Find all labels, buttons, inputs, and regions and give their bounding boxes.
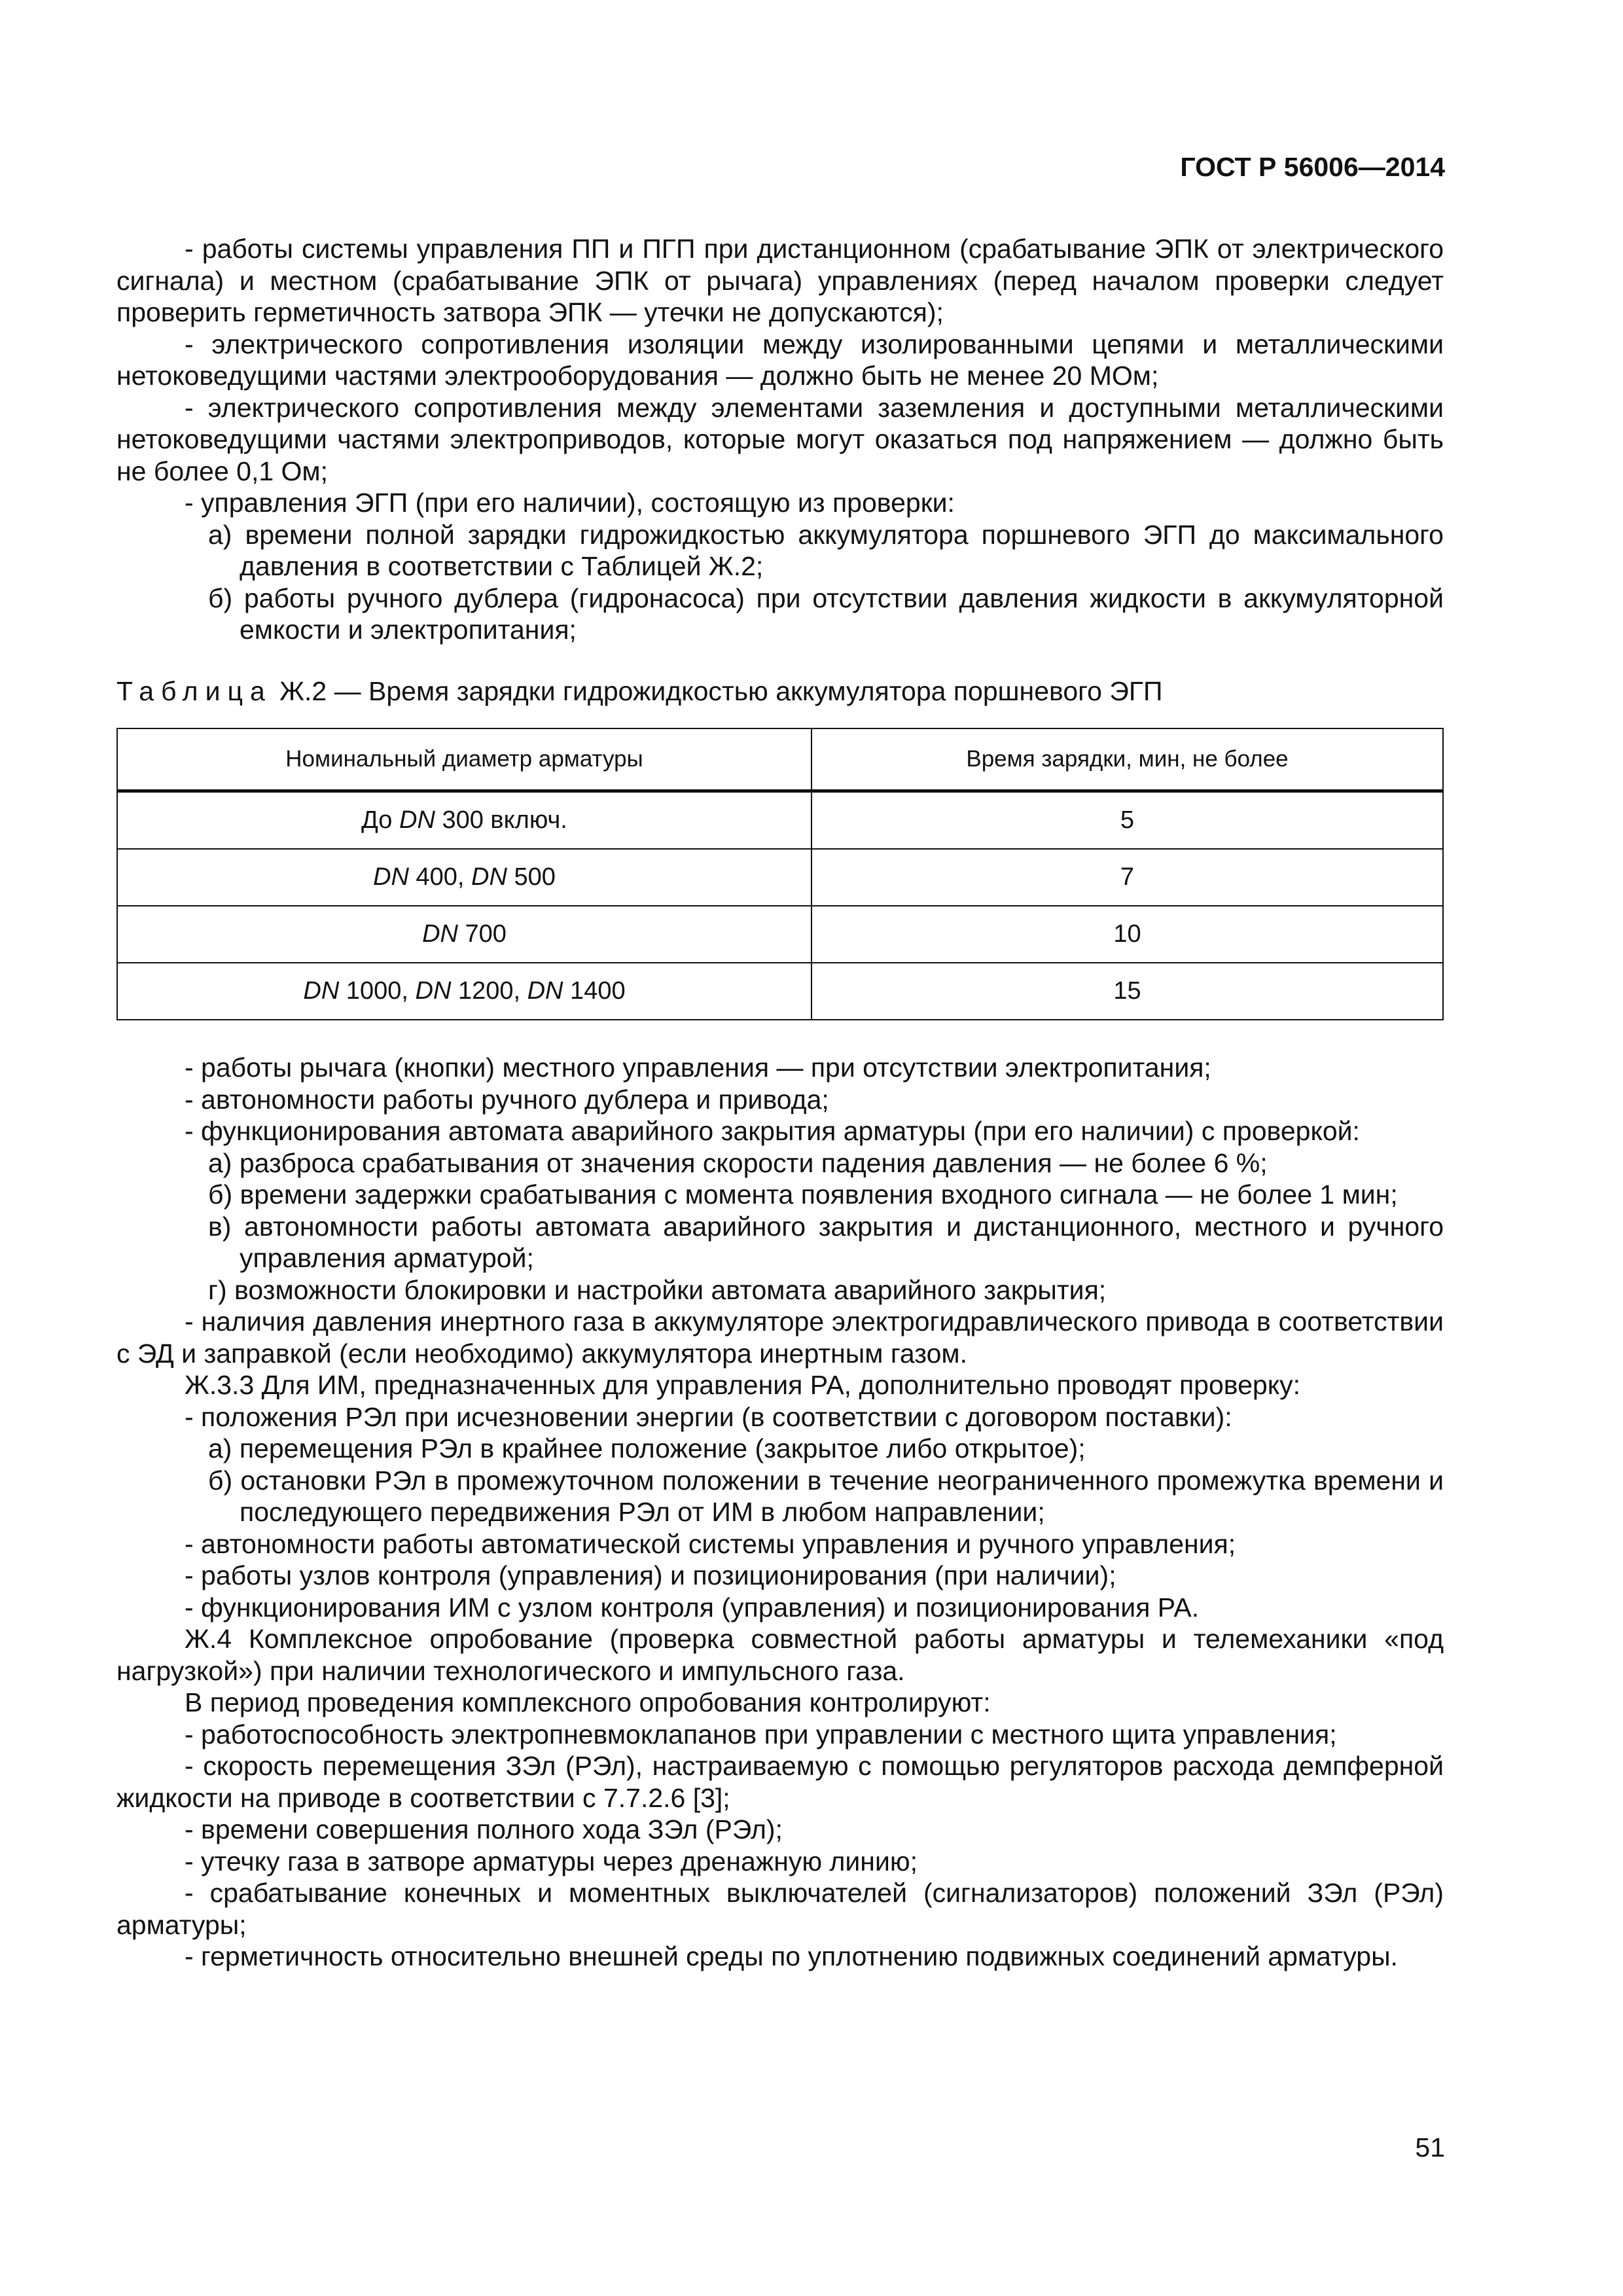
paragraph: - управления ЭГП (при его наличии), состоящую из проверки: bbox=[185, 488, 955, 518]
text-block-top bbox=[116, 233, 1444, 646]
paragraph: - работы системы управления ПП и ПГП при дистанционном (срабатывание ЭПК от электрического сигнала) и местном (срабатывание ЭПК от рычага) управлениях (перед началом проверки следует проверить герметичность затвора ЭПК — утечки не допускаются); bbox=[116, 234, 1444, 327]
sub-item: г) возможности блокировки и настройки автомата аварийного закрытия; bbox=[208, 1274, 1107, 1305]
paragraph: - герметичность относительно внешней среды по уплотнению подвижных соединений арматуры. bbox=[185, 1941, 1398, 1971]
page-number: 51 bbox=[1415, 2132, 1445, 2162]
table-row bbox=[117, 906, 1443, 963]
paragraph: - срабатывание конечных и моментных выключателей (сигнализаторов) положений ЗЭл (РЭл) арматуры; bbox=[116, 1878, 1444, 1940]
cell-diameter: DN 400, DN 500 bbox=[117, 849, 812, 906]
table-caption bbox=[116, 676, 1163, 707]
header-charging-time: Время зарядки, мин, не более bbox=[812, 728, 1443, 791]
cell-time: 5 bbox=[812, 791, 1443, 850]
cell-time: 15 bbox=[812, 963, 1443, 1020]
paragraph: - работы узлов контроля (управления) и позиционирования (при наличии); bbox=[185, 1560, 1116, 1590]
cell-diameter: DN 700 bbox=[117, 906, 812, 963]
text-block-bottom bbox=[116, 1052, 1444, 1973]
paragraph: - автономности работы автоматической системы управления и ручного управления; bbox=[185, 1528, 1236, 1559]
table-caption-label: Таблица bbox=[116, 676, 272, 706]
paragraph: - электрического сопротивления между элементами заземления и доступными металлическими нетоковедущими частями электроприводов, которые могут оказаться под напряжением — должно быть не более 0,1 Ом; bbox=[116, 392, 1444, 486]
sub-item: а) разброса срабатывания от значения скорости падения давления — не более 6 %; bbox=[208, 1147, 1268, 1178]
paragraph: - работы рычага (кнопки) местного управления — при отсутствии электропитания; bbox=[185, 1052, 1211, 1083]
paragraph: - автономности работы ручного дублера и привода; bbox=[185, 1084, 829, 1115]
document-id-header: ГОСТ Р 56006—2014 bbox=[1180, 152, 1445, 182]
paragraph: - электрического сопротивления изоляции между изолированными цепями и металлическими нетоковедущими частями электрооборудования — должно быть не менее 20 МОм; bbox=[116, 329, 1444, 391]
paragraph: - функционирования автомата аварийного закрытия арматуры (при его наличии) с проверкой: bbox=[185, 1116, 1360, 1146]
clause-paragraph: Ж.4 Комплексное опробование (проверка совместной работы арматуры и телемеханики «под нагрузкой») при наличии технологического и импульсного газа. bbox=[116, 1624, 1444, 1686]
cell-time: 7 bbox=[812, 849, 1443, 906]
sub-item: б) времени задержки срабатывания с момента появления входного сигнала — не более 1 мин; bbox=[208, 1179, 1398, 1210]
table-row bbox=[117, 791, 1443, 850]
charging-time-table bbox=[116, 728, 1444, 1020]
cell-diameter: DN 1000, DN 1200, DN 1400 bbox=[117, 963, 812, 1020]
cell-diameter: До DN 300 включ. bbox=[117, 791, 812, 850]
sub-item: в) автономности работы автомата аварийного закрытия и дистанционного, местного и ручного управления арматурой; bbox=[208, 1211, 1444, 1273]
table-caption-text: Ж.2 — Время зарядки гидрожидкостью аккумулятора поршневого ЭГП bbox=[279, 676, 1163, 706]
paragraph: - наличия давления инертного газа в аккумуляторе электрогидравлического привода в соответствии с ЭД и заправкой (если необходимо) аккумулятора инертным газом. bbox=[116, 1306, 1444, 1369]
sub-item: а) перемещения РЭл в крайнее положение (закрытое либо открытое); bbox=[208, 1433, 1086, 1463]
paragraph: В период проведения комплексного опробования контролируют: bbox=[185, 1687, 991, 1717]
cell-time: 10 bbox=[812, 906, 1443, 963]
table-header-row bbox=[117, 728, 1443, 791]
paragraph: - работоспособность электропневмоклапанов при управлении с местного щита управления; bbox=[185, 1719, 1337, 1749]
sub-item: б) работы ручного дублера (гидронасоса) при отсутствии давления жидкости в аккумуляторной емкости и электропитания; bbox=[208, 583, 1444, 645]
paragraph: - скорость перемещения ЗЭл (РЭл), настраиваемую с помощью регуляторов расхода демпферной жидкости на приводе в соответствии с 7.7.2.6 [3]; bbox=[116, 1751, 1444, 1813]
clause-paragraph: Ж.3.3 Для ИМ, предназначенных для управления РА, дополнительно проводят проверку: bbox=[185, 1370, 1300, 1400]
header-diameter: Номинальный диаметр арматуры bbox=[117, 728, 812, 791]
sub-item: б) остановки РЭл в промежуточном положении в течение неограниченного промежутка времени и последующего передвижения РЭл от ИМ в любом направлении; bbox=[208, 1465, 1444, 1527]
paragraph: - утечку газа в затворе арматуры через дренажную линию; bbox=[185, 1846, 918, 1876]
paragraph: - функционирования ИМ с узлом контроля (управления) и позиционирования РА. bbox=[185, 1592, 1200, 1623]
table-row bbox=[117, 963, 1443, 1020]
paragraph: - времени совершения полного хода ЗЭл (РЭл); bbox=[185, 1814, 783, 1844]
paragraph: - положения РЭл при исчезновении энергии (в соответствии с договором поставки): bbox=[185, 1401, 1232, 1432]
table-row bbox=[117, 849, 1443, 906]
sub-item: а) времени полной зарядки гидрожидкостью аккумулятора поршневого ЭГП до максимального давления в соответствии с Таблицей Ж.2; bbox=[208, 519, 1444, 581]
